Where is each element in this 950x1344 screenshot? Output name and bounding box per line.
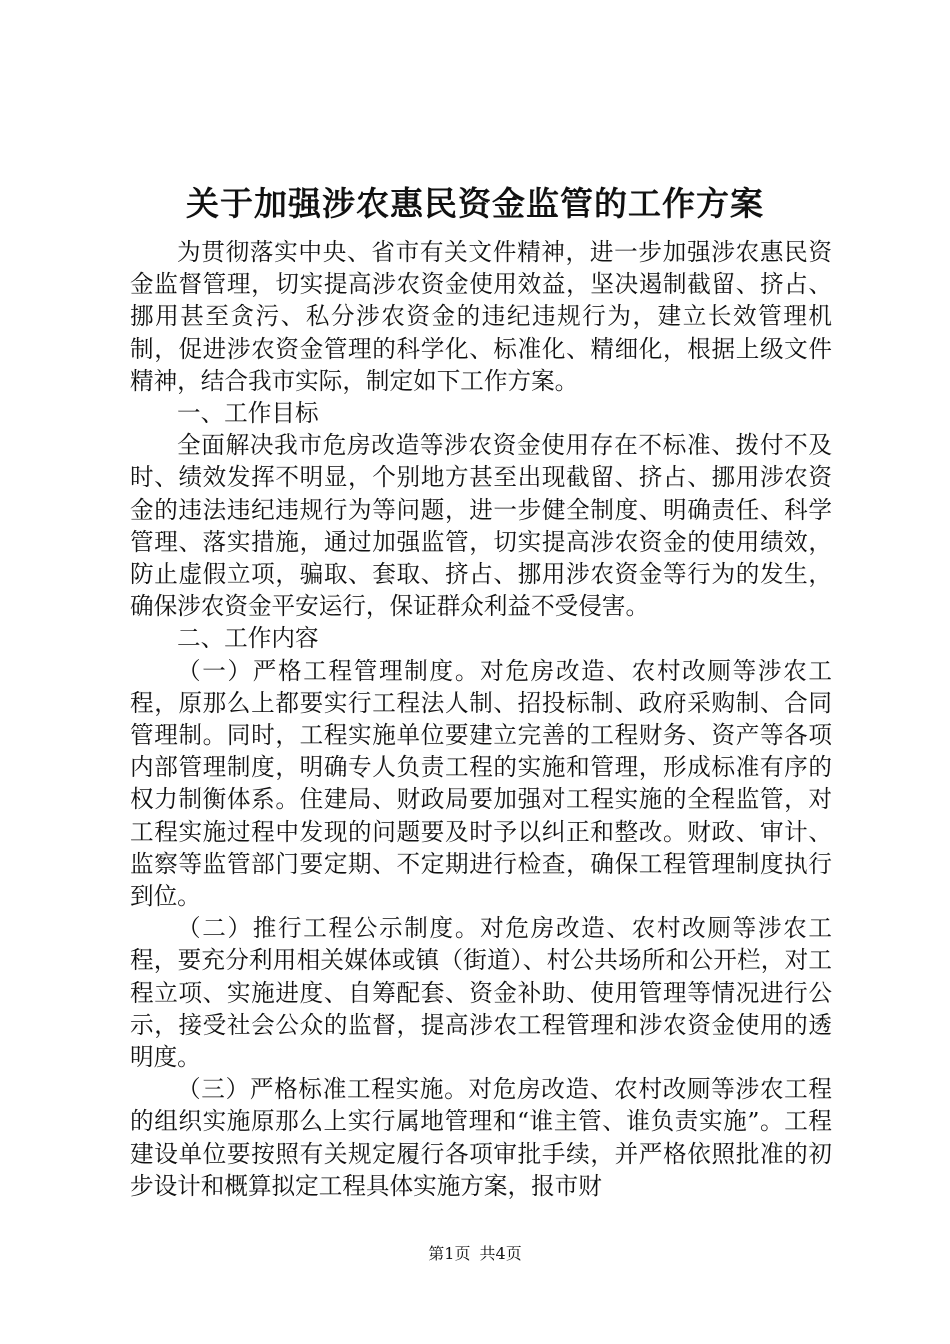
page-footer — [0, 1244, 950, 1264]
section-heading-goals: 一、工作目标 — [177, 399, 319, 428]
content-item-3: （三）严格标准工程实施。对危房改造、农村改厕等涉农工程的组织实施原那么上实行属地管理和“谁主管、谁负责实施”。工程建设单位要按照有关规定履行各项审批手续，并严格依照批准的初步设计和概算拟定工程具体实施方案，报市财 — [130, 1075, 832, 1200]
intro-paragraph: 为贯彻落实中央、省市有关文件精神，进一步加强涉农惠民资金监督管理，切实提高涉农资金使用效益，坚决遏制截留、挤占、挪用甚至贪污、私分涉农资金的违纪违规行为，建立长效管理机制，促进涉农资金管理的科学化、标准化、精细化，根据上级文件精神，结合我市实际，制定如下工作方案。 — [130, 238, 832, 395]
content-item-2: （二）推行工程公示制度。对危房改造、农村改厕等涉农工程，要充分利用相关媒体或镇（街道）、村公共场所和公开栏，对工程立项、实施进度、自筹配套、资金补助、使用管理等情况进行公示，接受社会公众的监督，提高涉农工程管理和涉农资金使用的透明度。 — [130, 914, 832, 1072]
content-item-1: （一）严格工程管理制度。对危房改造、农村改厕等涉农工程，原那么上都要实行工程法人制、招投标制、政府采购制、合同管理制。同时，工程实施单位要建立完善的工程财务、资产等各项内部管理制度，明确专人负责工程的实施和管理，形成标准有序的权力制衡体系。住建局、财政局要加强对工程实施的全程监管，对工程实施过程中发现的问题要及时予以纠正和整改。财政、审计、监察等监管部门要定期、不定期进行检查，确保工程管理制度执行到位。 — [130, 656, 832, 911]
page-number: 第1页 — [428, 1244, 471, 1263]
page-total: 共4页 — [479, 1244, 522, 1263]
document-title: 关于加强涉农惠民资金监管的工作方案 — [186, 184, 764, 223]
section-heading-content: 二、工作内容 — [177, 624, 319, 653]
goals-paragraph: 全面解决我市危房改造等涉农资金使用存在不标准、拨付不及时、绩效发挥不明显，个别地方甚至出现截留、挤占、挪用涉农资金的违法违纪违规行为等问题，进一步健全制度、明确责任、科学管理、落实措施，通过加强监管，切实提高涉农资金的使用绩效，防止虚假立项，骗取、套取、挤占、挪用涉农资金等行为的发生，确保涉农资金平安运行，保证群众利益不受侵害。 — [130, 431, 832, 621]
document-body — [130, 236, 832, 1202]
